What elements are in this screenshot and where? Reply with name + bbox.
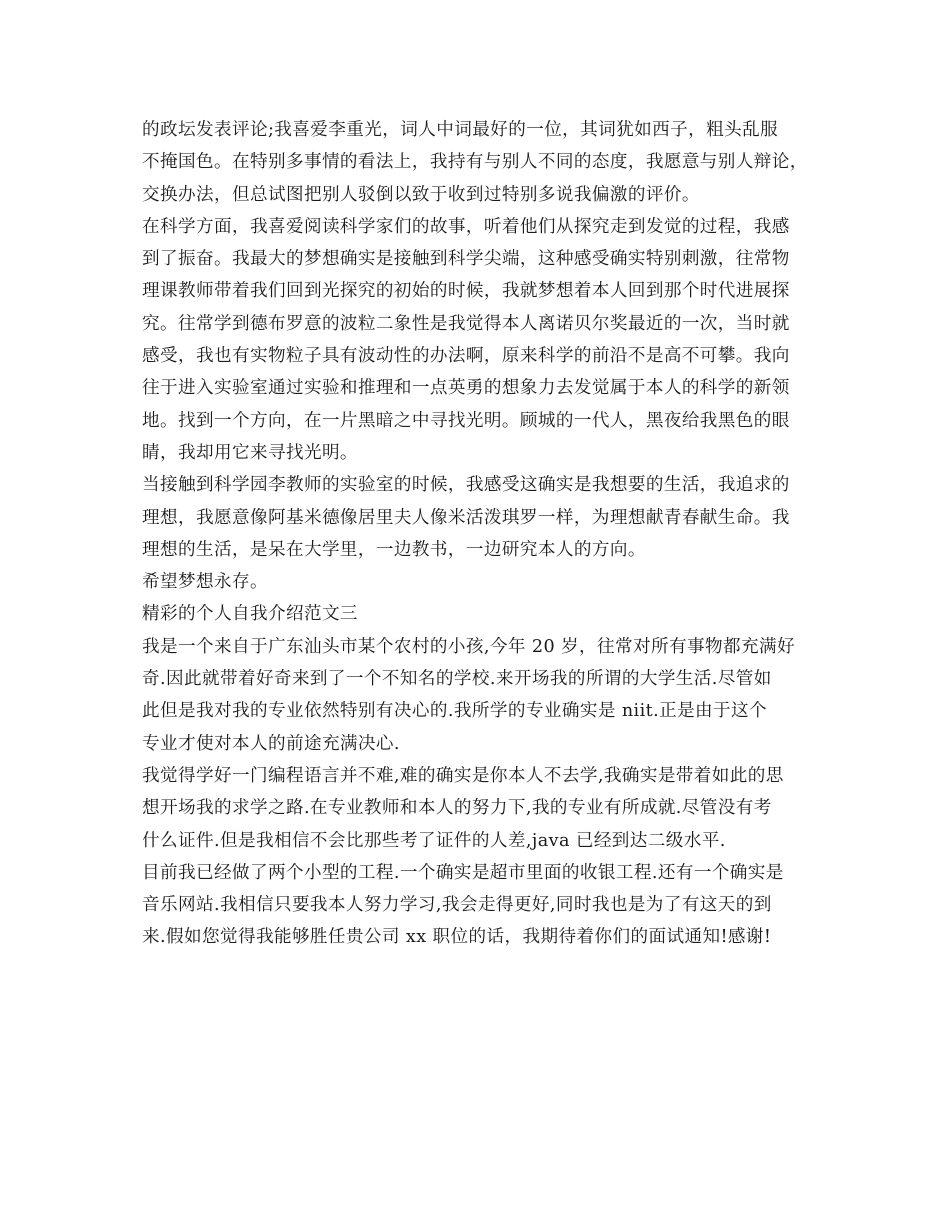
text-line: 此但是我对我的专业依然特别有决心的.我所学的专业确实是 niit.正是由于这个: [142, 701, 768, 722]
text-line: 理课教师带着我们回到光探究的初始的时候，我就梦想着本人回到那个时代进展探: [142, 281, 790, 302]
document-body: [142, 114, 842, 954]
text-line: 到了振奋。我最大的梦想确实是接触到科学尖端，这种感受确实特别刺激，往常物: [142, 249, 790, 270]
text-line: 感受，我也有实物粒子具有波动性的办法啊，原来科学的前沿不是高不可攀。我向: [142, 346, 790, 367]
text-line: 地。找到一个方向，在一片黑暗之中寻找光明。顾城的一代人，黑夜给我黑色的眼: [142, 410, 790, 431]
text-line: 理想，我愿意像阿基米德像居里夫人像米活泼琪罗一样，为理想献青春献生命。我: [142, 507, 790, 528]
text-line: 往于进入实验室通过实验和推理和一点英勇的想象力去发觉属于本人的科学的新领: [142, 378, 790, 399]
text-line: 音乐网站.我相信只要我本人努力学习,我会走得更好,同时我也是为了有这天的到: [142, 895, 772, 916]
text-line: 希望梦想永存。: [142, 572, 268, 593]
text-line: 来.假如您觉得我能够胜任贵公司 xx 职位的话，我期待着你们的面试通知!感谢!: [142, 927, 772, 948]
text-line: 目前我已经做了两个小型的工程.一个确实是超市里面的收银工程.还有一个确实是: [142, 862, 784, 883]
text-line: 我觉得学好一门编程语言并不难,难的确实是你本人不去学,我确实是带着如此的思: [142, 765, 784, 786]
text-line: 什么证件.但是我相信不会比那些考了证件的人差,java 已经到达二级水平.: [142, 830, 726, 851]
text-line: 交换办法，但总试图把别人驳倒以致于收到过特别多说我偏激的评价。: [142, 184, 700, 205]
section-heading: 精彩的个人自我介绍范文三: [142, 604, 358, 625]
text-line: 当接触到科学园李教师的实验室的时候，我感受这确实是我想要的生活，我追求的: [142, 475, 790, 496]
text-line: 我是一个来自于广东汕头市某个农村的小孩,今年 20 岁，往常对所有事物都充满好: [142, 636, 795, 657]
text-line: 理想的生活，是呆在大学里，一边教书，一边研究本人的方向。: [142, 539, 646, 560]
text-line: 的政坛发表评论;我喜爱李重光，词人中词最好的一位，其词犹如西子，粗头乱服: [142, 120, 779, 140]
text-line: 在科学方面，我喜爱阅读科学家们的故事，听着他们从探究走到发觉的过程，我感: [142, 216, 790, 237]
text-line: 奇.因此就带着好奇来到了一个不知名的学校.来开场我的所谓的大学生活.尽管如: [142, 669, 772, 690]
text-line: 不掩国色。在特别多事情的看法上，我持有与别人不同的态度，我愿意与别人辩论，: [142, 152, 808, 173]
text-line: 想开场我的求学之路.在专业教师和本人的努力下,我的专业有所成就.尽管没有考: [142, 798, 772, 819]
text-line: 专业才使对本人的前途充满决心.: [142, 733, 400, 754]
text-line: 睛，我却用它来寻找光明。: [142, 442, 358, 463]
text-line: 究。往常学到德布罗意的波粒二象性是我觉得本人离诺贝尔奖最近的一次，当时就: [142, 313, 790, 334]
